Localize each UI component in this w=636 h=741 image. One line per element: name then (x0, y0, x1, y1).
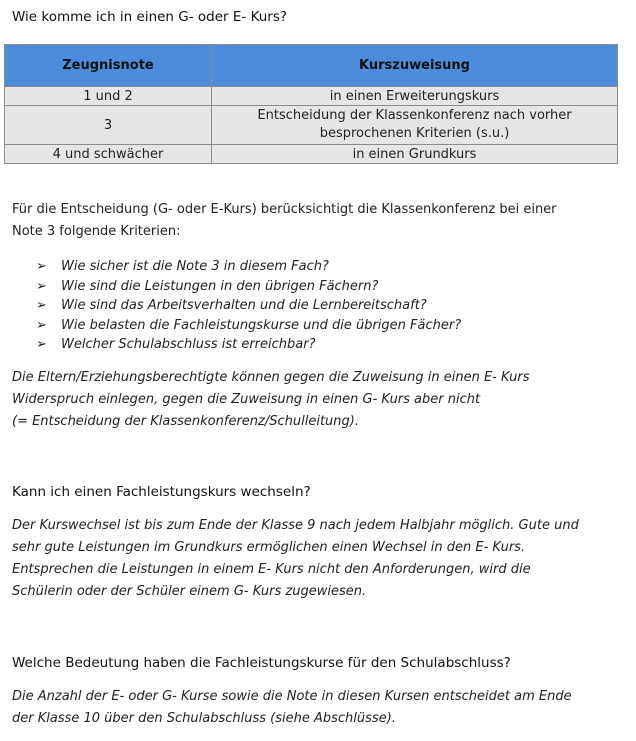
arrow-bullet-icon: ➢ (36, 317, 47, 333)
paragraph-line: Der Kurswechsel ist bis zum Ende der Klasse 9 nach jedem Halbjahr möglich. Gute und (12, 518, 579, 533)
table-cell-assignment-line: besprochenen Kriterien (s.u.) (319, 126, 510, 141)
list-item-text: Wie sind die Leistungen in den übrigen Fächern? (61, 278, 379, 294)
paragraph-line: (= Entscheidung der Klassenkonferenz/Schulleitung). (12, 414, 359, 429)
table-cell-grade: 3 (5, 106, 212, 145)
list-item (36, 296, 461, 316)
paragraph-line: Die Eltern/Erziehungsberechtigte können gegen die Zuweisung in einen E- Kurs (12, 370, 530, 385)
table-row (5, 145, 618, 164)
table-header-row (5, 45, 618, 87)
list-item (36, 335, 461, 355)
criteria-intro-paragraph (12, 199, 557, 243)
list-item-text: Wie sind das Arbeitsverhalten und die Lernbereitschaft? (61, 298, 427, 313)
graduation-relevance-paragraph (12, 686, 572, 730)
paragraph-line: Note 3 folgende Kriterien: (12, 224, 181, 239)
list-item-text: Wie sicher ist die Note 3 in diesem Fach? (61, 259, 329, 274)
table-cell-assignment-line: Entscheidung der Klassenkonferenz nach vorher (257, 108, 572, 123)
grade-assignment-table (4, 44, 618, 164)
paragraph-line: Entsprechen die Leistungen in einem E- Kurs nicht den Anforderungen, wird die (12, 562, 531, 577)
column-header-assignment: Kurszuweisung (212, 45, 618, 87)
paragraph-line: Für die Entscheidung (G- oder E-Kurs) berücksichtigt die Klassenkonferenz bei einer (12, 202, 557, 217)
list-item-text: Welcher Schulabschluss ist erreichbar? (61, 337, 316, 352)
table-row (5, 87, 618, 106)
paragraph-line: Die Anzahl der E- oder G- Kurse sowie die Note in diesen Kursen entscheidet am Ende (12, 689, 572, 704)
paragraph-line: der Klasse 10 über den Schulabschluss (siehe Abschlüsse). (12, 711, 396, 726)
table-cell-grade: 1 und 2 (5, 87, 212, 106)
paragraph-line: Schülerin oder der Schüler einem G- Kurs zugewiesen. (12, 584, 367, 599)
table-cell-assignment: in einen Erweiterungskurs (212, 87, 618, 106)
table-cell-assignment (212, 106, 618, 145)
section-heading-course-change: Kann ich einen Fachleistungskurs wechseln? (12, 484, 311, 500)
arrow-bullet-icon: ➢ (36, 278, 47, 294)
list-item (36, 316, 461, 336)
column-header-grade: Zeugnisnote (5, 45, 212, 87)
section-heading-course-assignment: Wie komme ich in einen G- oder E- Kurs? (12, 9, 288, 25)
arrow-bullet-icon: ➢ (36, 298, 47, 313)
table-row (5, 106, 618, 145)
list-item (36, 257, 461, 277)
paragraph-line: Widerspruch einlegen, gegen die Zuweisung in einen G- Kurs aber nicht (12, 392, 481, 407)
criteria-list (36, 257, 461, 355)
table-cell-assignment: in einen Grundkurs (212, 145, 618, 164)
arrow-bullet-icon: ➢ (36, 337, 47, 352)
list-item-text: Wie belasten die Fachleistungskurse und die übrigen Fächer? (61, 317, 462, 333)
section-heading-graduation-relevance: Welche Bedeutung haben die Fachleistungskurse für den Schulabschluss? (12, 655, 511, 671)
objection-note-paragraph (12, 367, 530, 433)
list-item (36, 277, 461, 297)
paragraph-line: sehr gute Leistungen im Grundkurs ermöglichen einen Wechsel in den E- Kurs. (12, 540, 526, 555)
table-cell-grade: 4 und schwächer (5, 145, 212, 164)
arrow-bullet-icon: ➢ (36, 259, 47, 274)
course-change-paragraph (12, 515, 579, 603)
